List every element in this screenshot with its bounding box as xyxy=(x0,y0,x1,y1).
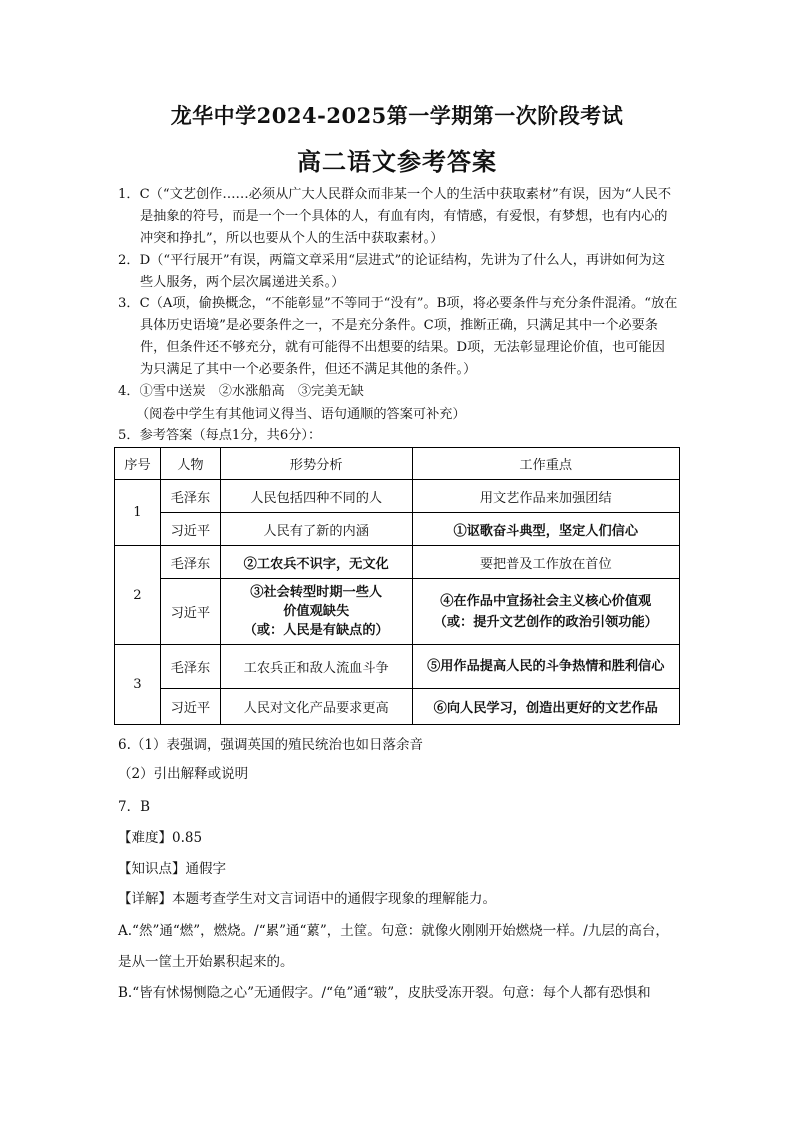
answer-q6-part2: （2）引出解释或说明 xyxy=(118,766,249,782)
table-row xyxy=(115,480,680,513)
focus-cell: ⑥向人民学习，创造出更好的文艺作品 xyxy=(412,689,680,725)
focus-cell: ①讴歌奋斗典型，坚定人们信心 xyxy=(412,513,680,546)
table-header: 形势分析 xyxy=(220,448,412,480)
option-b-line: B.“皆有怵惕恻隐之心”无通假字。/“龟”通“皲”，皮肤受冻开裂。句意：每个人都有恐惧和 xyxy=(118,985,651,1001)
focus-line: （或：提升文艺创作的政治引领功能） xyxy=(433,614,658,630)
focus-cell: 用文艺作品来加强团结 xyxy=(412,480,680,513)
answer-q4: 4．①雪中送炭 ②水涨船高 ③完美无缺 xyxy=(118,384,364,399)
answer-q3: 3．C（A项，偷换概念，“不能彰显”不等同于“没有”。B项，将必要条件与充分条件混淆。“放在具体历史语境”是必要条件之一，不是充分条件。C项，推断正确，只满足其中一个必要条件，但条件还不够充分，就有可能得不出想要的结果。D项，无法彰显理论价值，也可能因为只满足了其中一个必要条件，但还不满足其他的条件。） xyxy=(118,296,678,377)
option-a-line-cont: 是从一筐土开始累积起来的。 xyxy=(118,954,294,970)
exam-title: 龙华中学2024-2025第一学期第一次阶段考试 xyxy=(170,103,624,128)
answer-q1: 1．C（“文艺创作……必须从广大人民群众而非某一个人的生活中获取素材”有误，因为“人民不是抽象的符号，而是一个一个具体的人，有血有肉，有情感，有爱恨，有梦想，也有内心的冲突和挣扎”，所以也要从个人的生活中获取素材。） xyxy=(118,187,672,246)
detail-label: 【详解】本题考查学生对文言词语中的通假字现象的理解能力。 xyxy=(118,891,496,907)
answer-q6-part1: 6.（1）表强调，强调英国的殖民统治也如日落余音 xyxy=(118,737,423,753)
person-cell: 习近平 xyxy=(160,689,220,725)
table-header: 序号 xyxy=(115,448,161,480)
situation-cell: 人民包括四种不同的人 xyxy=(220,480,412,513)
person-cell: 毛泽东 xyxy=(160,480,220,513)
difficulty-label: 【难度】0.85 xyxy=(118,830,203,846)
table-row xyxy=(115,689,680,725)
answer-q2: 2．D（“平行展开”有误，两篇文章采用“层进式”的论证结构，先讲为了什么人，再讲如何为这些人服务，两个层次属递进关系。） xyxy=(118,253,666,290)
group-number: 2 xyxy=(115,546,161,645)
answer-q5-heading: 5．参考答案（每点1分，共6分）： xyxy=(118,428,322,443)
table-row xyxy=(115,513,680,546)
option-a-line: A.“然”通“燃”，燃烧。/“累”通“蔂”，土筐。句意：就像火刚刚开始燃烧一样。/九层的高台， xyxy=(118,923,669,939)
answer-q7: 7．B xyxy=(118,799,151,815)
answer-q4-note: （阅卷中学生有其他词义得当、语句通顺的答案可补充） xyxy=(136,407,466,422)
focus-cell: 要把普及工作放在首位 xyxy=(412,546,680,579)
situation-line: （或：人民是有缺点的） xyxy=(243,623,389,638)
group-number: 3 xyxy=(115,645,161,725)
situation-cell: ②工农兵不识字，无文化 xyxy=(220,546,412,579)
situation-line: 价值观缺失 xyxy=(283,604,350,619)
person-cell: 习近平 xyxy=(160,579,220,645)
focus-line: ④在作品中宣扬社会主义核心价值观 xyxy=(440,593,652,609)
knowledge-point-label: 【知识点】通假字 xyxy=(118,861,226,877)
person-cell: 毛泽东 xyxy=(160,546,220,579)
situation-cell: 人民对文化产品要求更高 xyxy=(220,689,412,725)
person-cell: 毛泽东 xyxy=(160,645,220,689)
table-header: 人物 xyxy=(160,448,220,480)
table-row xyxy=(115,546,680,579)
situation-cell xyxy=(220,579,412,645)
table-row xyxy=(115,645,680,689)
answer-table xyxy=(114,447,680,725)
situation-line: ③社会转型时期一些人 xyxy=(250,585,383,600)
focus-cell xyxy=(412,579,680,645)
table-header: 工作重点 xyxy=(412,448,680,480)
person-cell: 习近平 xyxy=(160,513,220,546)
answer-key-title: 高二语文参考答案 xyxy=(297,147,497,176)
group-number: 1 xyxy=(115,480,161,546)
table-row xyxy=(115,579,680,645)
situation-cell: 人民有了新的内涵 xyxy=(220,513,412,546)
table-header-row xyxy=(115,448,680,480)
focus-cell: ⑤用作品提高人民的斗争热情和胜利信心 xyxy=(412,645,680,689)
situation-cell: 工农兵正和敌人流血斗争 xyxy=(220,645,412,689)
